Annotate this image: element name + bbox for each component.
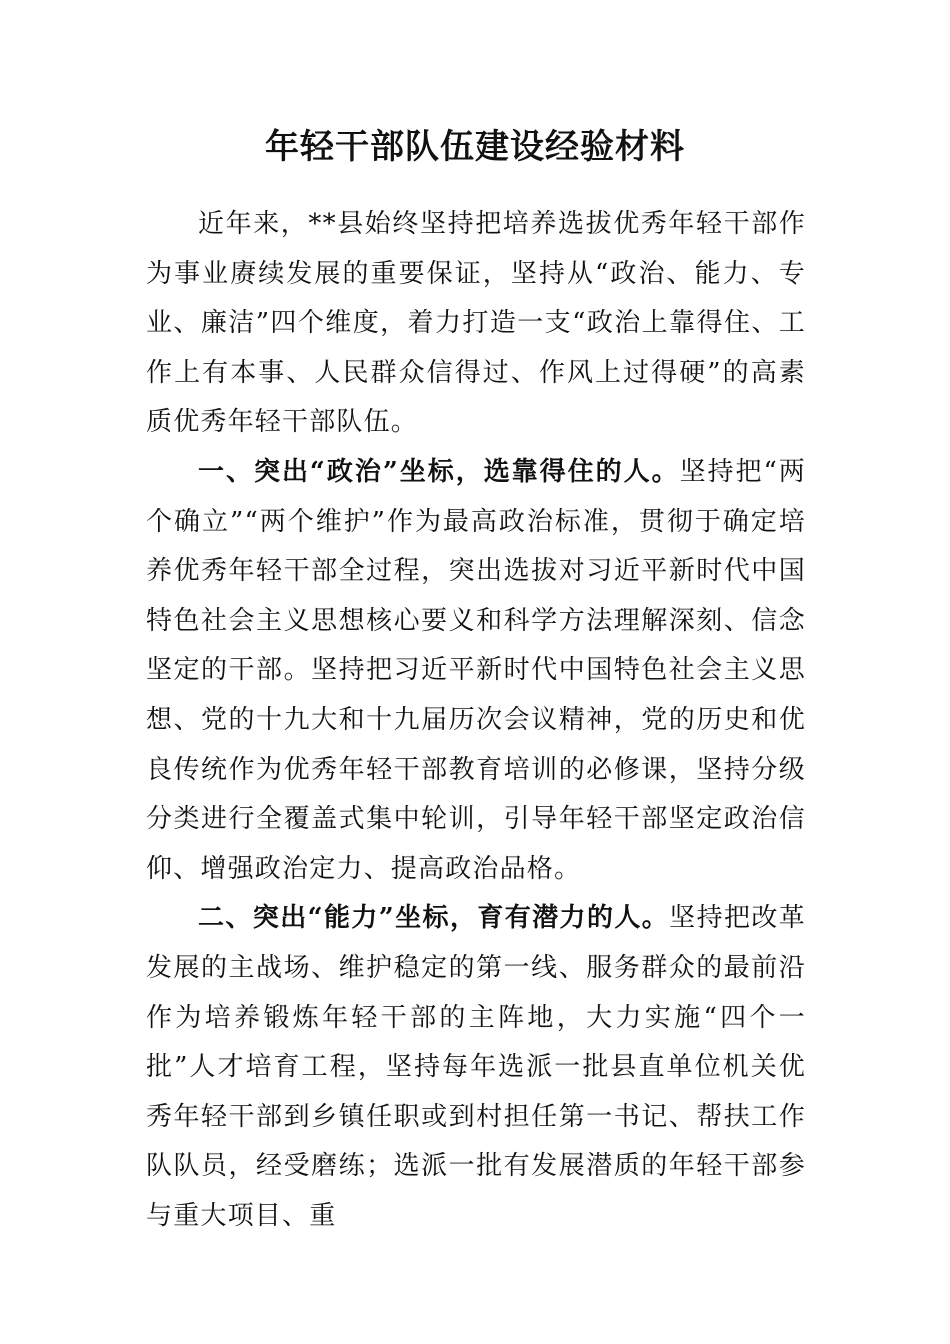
paragraph-section-1 — [146, 448, 806, 894]
paragraph-text: 近年来，**县始终坚持把培养选拔优秀年轻干部作为事业赓续发展的重要保证，坚持从“政治、能力、专业、廉洁”四个维度，着力打造一支“政治上靠得住、工作上有本事、人民群众信得过、作风上过得硬”的高素质优秀年轻干部队伍。 — [146, 209, 806, 438]
paragraph-intro — [146, 200, 806, 448]
paragraph-section-2 — [146, 894, 806, 1241]
paragraph-text: 坚持把“两个确立”“两个维护”作为最高政治标准，贯彻于确定培养优秀年轻干部全过程，突出选拔对习近平新时代中国特色社会主义思想核心要义和科学方法理解深刻、信念坚定的干部。坚持把习近平新时代中国特色社会主义思想、党的十九大和十九届历次会议精神，党的历史和优良传统作为优秀年轻干部教育培训的必修课，坚持分级分类进行全覆盖式集中轮训，引导年轻干部坚定政治信仰、增强政治定力、提高政治品格。 — [146, 456, 806, 884]
paragraph-heading: 二、突出“能力”坐标，育有潜力的人。 — [198, 903, 670, 934]
paragraph-text: 坚持把改革发展的主战场、维护稳定的第一线、服务群众的最前沿作为培养锻炼年轻干部的主阵地，大力实施“四个一批”人才培育工程，坚持每年选派一批县直单位机关优秀年轻干部到乡镇任职或到村担任第一书记、帮扶工作队队员，经受磨练；选派一批有发展潜质的年轻干部参与重大项目、重 — [146, 903, 806, 1231]
paragraph-heading: 一、突出“政治”坐标，选靠得住的人。 — [198, 456, 680, 487]
document-title: 年轻干部队伍建设经验材料 — [265, 127, 685, 167]
document-body — [146, 200, 806, 1241]
